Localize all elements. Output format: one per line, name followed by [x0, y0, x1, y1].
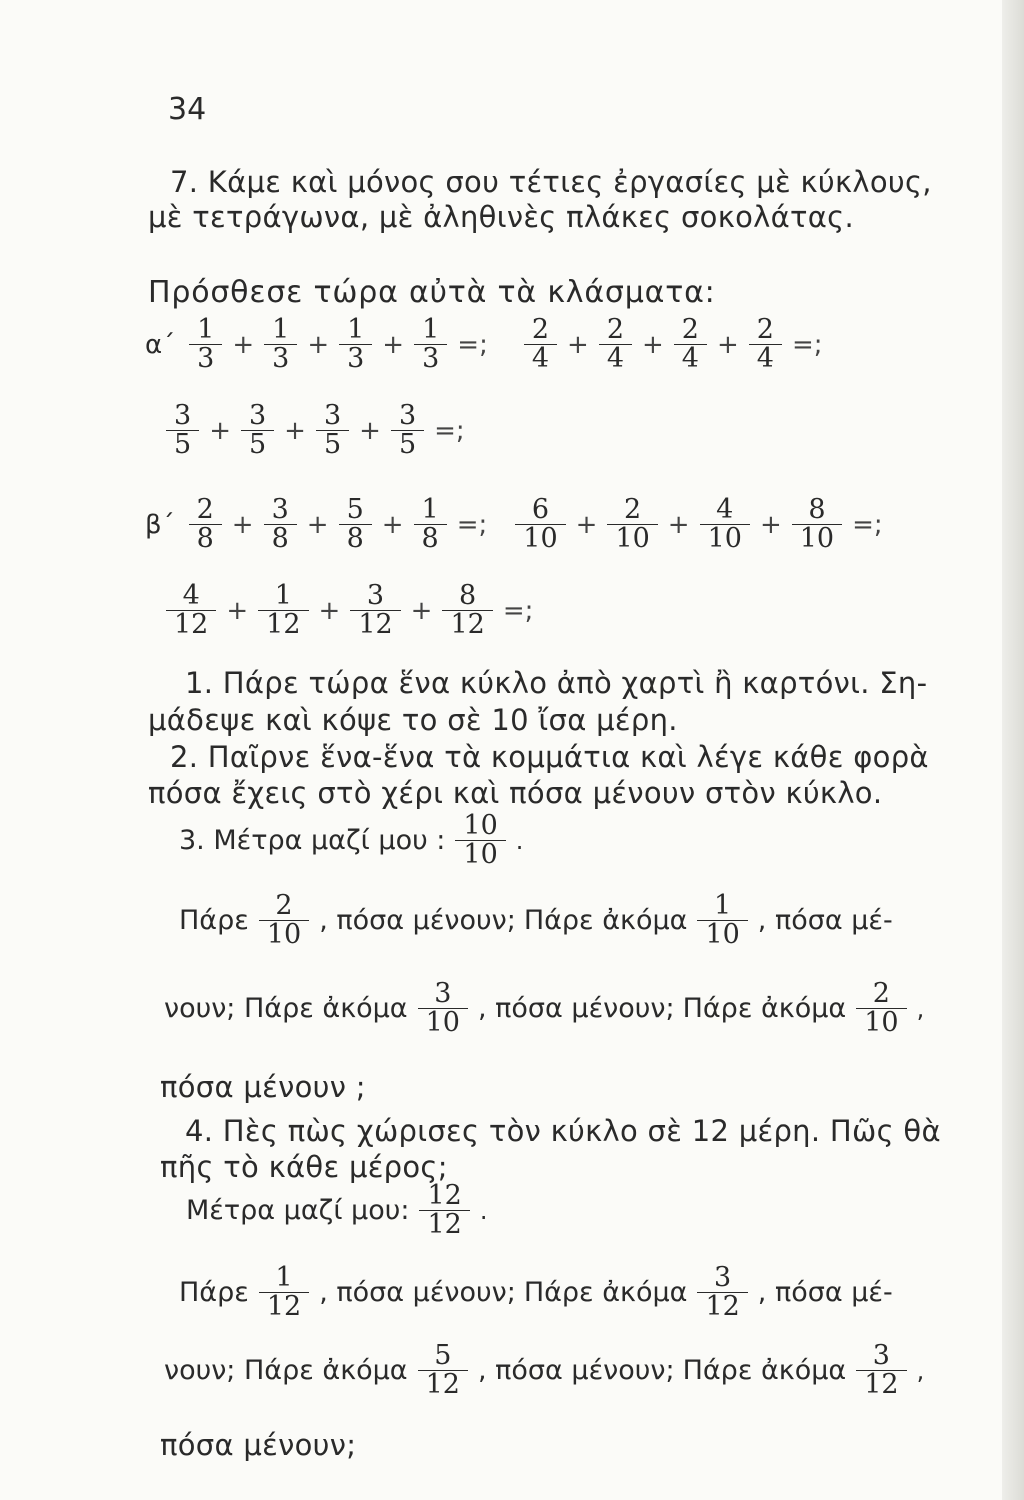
fraction: $\frac{2}{10}$ — [856, 980, 906, 1038]
plus-sign: + — [231, 509, 254, 540]
fraction: $\frac{6}{10}$ — [515, 496, 565, 554]
step-3-take-line-1 — [175, 892, 897, 950]
plus-sign: + — [716, 329, 739, 360]
plus-sign: + — [382, 329, 405, 360]
fraction-row-alpha-2 — [160, 402, 469, 460]
step-4-line-1: 4. Πὲς πὼς χώρισες τὸν κύκλο σὲ 12 μέρη. Πῶς θὰ — [185, 1114, 941, 1148]
equals-question: =; — [457, 329, 488, 360]
step-4-take-line-1 — [175, 1264, 897, 1322]
fraction: $\frac{2}{4}$ — [749, 316, 782, 374]
plus-sign: + — [667, 509, 690, 540]
fraction: $\frac{1}{3}$ — [264, 316, 297, 374]
exercise-7-line-2: μὲ τετράγωνα, μὲ ἀληθινὲς πλάκες σοκολάτας. — [148, 200, 855, 234]
exercise-7-line-1: 7. Κάμε καὶ μόνος σου τέτιες ἐργασίες μὲ κύκλους, — [170, 165, 932, 199]
take-more-text: νουν; Πάρε ἀκόμα — [164, 1355, 408, 1387]
fraction: $\frac{4}{10}$ — [700, 496, 750, 554]
step-3-measure: 3. Μέτρα μαζί μου : $\frac{10}{10}$ . — [179, 810, 524, 871]
step-4-take-line-2: νουν; Πάρε ἀκόμα $\frac{5}{12}$ , πόσα μένουν; Πάρε ἀκόμα $\frac{3}{12}$ , — [164, 1340, 925, 1401]
fraction: $\frac{3}{12}$ — [350, 582, 400, 640]
plus-sign: + — [410, 595, 433, 626]
fraction: $\frac{1}{3}$ — [414, 316, 447, 374]
equals-question: =; — [434, 415, 465, 446]
step-4-line-2: πῆς τὸ κάθε μέρος; — [160, 1150, 448, 1184]
fraction: $\frac{3}{5}$ — [316, 402, 349, 460]
fraction-row-alpha — [145, 316, 827, 374]
fraction: $\frac{2}{4}$ — [599, 316, 632, 374]
fraction: $\frac{3}{5}$ — [166, 402, 199, 460]
fraction: $\frac{1}{3}$ — [189, 316, 222, 374]
fraction: $\frac{2}{10}$ — [607, 496, 657, 554]
fraction: $\frac{1}{12}$ — [259, 1264, 309, 1322]
step-4-measure: Μέτρα μαζί μου: $\frac{12}{12}$ . — [186, 1180, 488, 1241]
take-more-text: νουν; Πάρε ἀκόμα — [164, 993, 408, 1025]
label-alpha: α΄ — [145, 329, 176, 360]
fraction: $\frac{10}{10}$ — [455, 812, 505, 870]
fraction: $\frac{12}{12}$ — [419, 1182, 469, 1240]
how-many-text: , πόσα μένουν; — [319, 905, 516, 937]
label-beta: β΄ — [145, 509, 175, 540]
take-more-text: Πάρε ἀκόμα — [523, 1277, 688, 1309]
plus-sign: + — [209, 415, 231, 446]
how-many-text: , πόσα μένουν; — [319, 1277, 516, 1309]
plus-sign: + — [307, 329, 330, 360]
fraction: $\frac{1}{8}$ — [414, 496, 447, 554]
take-more-text: Πάρε ἀκόμα — [682, 993, 847, 1025]
plus-sign: + — [226, 595, 249, 626]
step-3-end: πόσα μένουν ; — [160, 1070, 366, 1104]
step-4-end: πόσα μένουν; — [160, 1428, 357, 1462]
plus-sign: + — [575, 509, 598, 540]
step-2-line-2: πόσα ἔχεις στὸ χέρι καὶ πόσα μένουν στὸν κύκλο. — [148, 776, 883, 810]
plus-sign: + — [381, 509, 404, 540]
step-2-line-1: 2. Παῖρνε ἕνα-ἕνα τὰ κομμάτια καὶ λέγε κάθε φορὰ — [170, 740, 929, 774]
fraction: $\frac{3}{12}$ — [856, 1342, 906, 1400]
fraction: $\frac{8}{10}$ — [792, 496, 842, 554]
step-1-line-2: μάδεψε καὶ κόψε το σὲ 10 ἴσα μέρη. — [148, 703, 678, 737]
how-many-continued-text: , πόσα μέ- — [757, 905, 893, 937]
plus-sign: + — [232, 329, 255, 360]
equals-question: =; — [852, 509, 883, 540]
fraction: $\frac{3}{10}$ — [418, 980, 468, 1038]
plus-sign: + — [642, 329, 664, 360]
fraction: $\frac{1}{10}$ — [697, 892, 747, 950]
page-number: 34 — [168, 92, 207, 127]
plus-sign: + — [306, 509, 329, 540]
fraction: $\frac{5}{8}$ — [339, 496, 372, 554]
plus-sign: + — [359, 415, 381, 446]
fraction: $\frac{2}{10}$ — [259, 892, 309, 950]
fraction: $\frac{2}{4}$ — [524, 316, 557, 374]
fraction: $\frac{1}{3}$ — [339, 316, 372, 374]
fraction-row-beta — [145, 496, 887, 554]
take-text: Πάρε — [179, 1277, 249, 1309]
step-3-take-line-2: νουν; Πάρε ἀκόμα $\frac{3}{10}$ , πόσα μένουν; Πάρε ἀκόμα $\frac{2}{10}$ , — [164, 978, 925, 1039]
equals-question: =; — [456, 509, 488, 540]
plus-sign: + — [284, 415, 306, 446]
fraction: $\frac{3}{5}$ — [241, 402, 274, 460]
take-more-text: Πάρε ἀκόμα — [523, 905, 688, 937]
fraction: $\frac{2}{4}$ — [674, 316, 707, 374]
fraction: $\frac{3}{5}$ — [391, 402, 424, 460]
page-edge-shadow — [1002, 0, 1024, 1500]
fraction: $\frac{2}{8}$ — [189, 496, 222, 554]
fraction-row-beta-2 — [160, 582, 537, 640]
take-more-text: Πάρε ἀκόμα — [682, 1355, 847, 1387]
equals-question: =; — [791, 329, 823, 360]
fraction: $\frac{4}{12}$ — [166, 582, 216, 640]
step-1-line-1: 1. Πάρε τώρα ἕνα κύκλο ἀπὸ χαρτὶ ἢ καρτόνι. Ση- — [185, 666, 928, 700]
how-many-text: , πόσα μένουν; — [477, 993, 675, 1025]
section-heading: Πρόσθεσε τώρα αὐτὰ τὰ κλάσματα: — [148, 275, 716, 310]
fraction: $\frac{3}{8}$ — [264, 496, 297, 554]
how-many-text: , πόσα μένουν; — [477, 1355, 675, 1387]
step-4-measure-label: Μέτρα μαζί μου: — [186, 1195, 410, 1227]
fraction: $\frac{1}{12}$ — [258, 582, 308, 640]
fraction: $\frac{3}{12}$ — [697, 1264, 747, 1322]
equals-question: =; — [502, 595, 534, 626]
take-text: Πάρε — [179, 905, 249, 937]
plus-sign: + — [567, 329, 589, 360]
how-many-continued-text: , πόσα μέ- — [757, 1277, 893, 1309]
plus-sign: + — [759, 509, 782, 540]
fraction: $\frac{8}{12}$ — [442, 582, 492, 640]
plus-sign: + — [318, 595, 341, 626]
fraction: $\frac{5}{12}$ — [418, 1342, 468, 1400]
step-3-label: 3. Μέτρα μαζί μου : — [179, 825, 446, 857]
